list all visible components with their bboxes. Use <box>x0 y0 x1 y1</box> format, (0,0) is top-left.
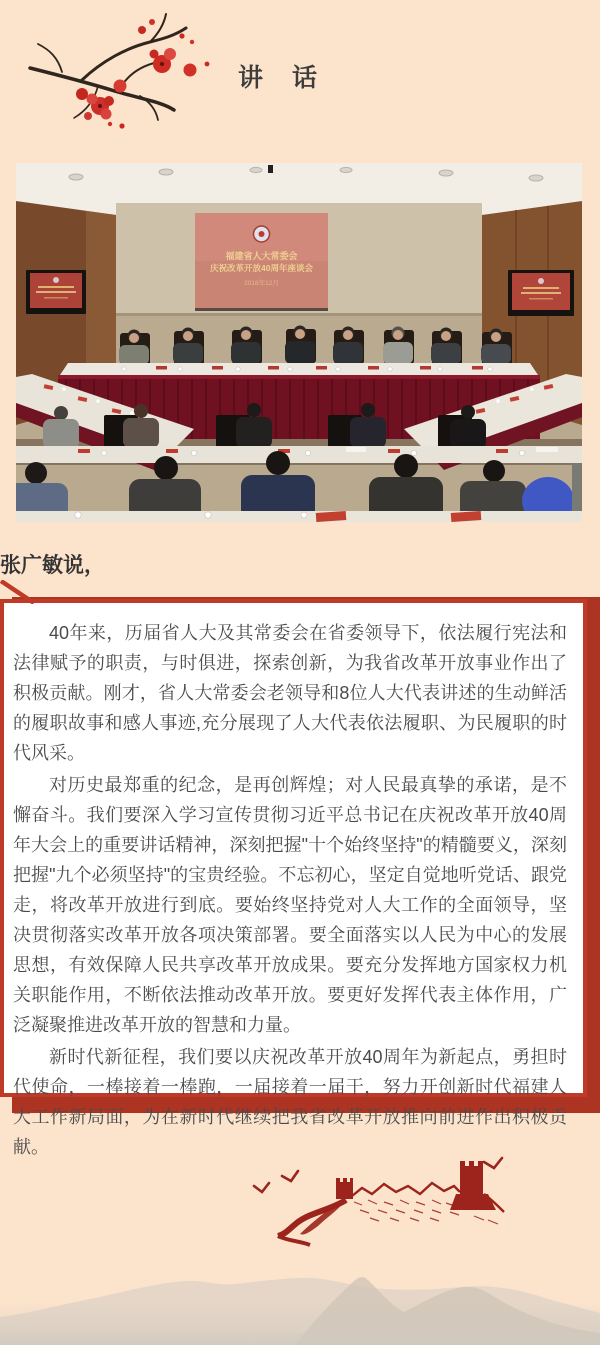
speech-paragraph-2: 对历史最郑重的纪念，是再创辉煌；对人民最真挚的承诺，是不懈奋斗。我们要深入学习宣传贯彻习近平总书记在庆祝改革开放40周年大会上的重要讲话精神，深刻把握"十个始终坚持"的精髓要义，深刻把握"九个必须坚持"的宝贵经验。不忘初心，坚定自觉地听党话、跟党走，将改革开放进行到底。要始终坚持党对人大工作的全面领导，坚决贯彻落实改革开放各项决策部署。要全面落实以人民为中心的发展思想，有效保障人民共享改革开放成果。要充分发挥地方国家权力机关职能作用，不断依法推动改革开放。要更好发挥代表主体作用，广泛凝聚推进改革开放的智慧和力量。 <box>13 775 567 1035</box>
meeting-photo <box>16 163 582 522</box>
bubble-box <box>0 599 587 1157</box>
projector <box>268 165 273 173</box>
speech-paragraph-1: 40年来，历届省人大及其常委会在省委领导下，依法履行宪法和法律赋予的职责，与时俱进，探索创新，为我省改革开放事业作出了积极贡献。刚才，省人大常委会老领导和8位人大代表讲述的生动鲜活的履职故事和感人事迹,充分展现了人大代表依法履职、为民履职的时代风采。 <box>13 623 567 763</box>
plum-flowers <box>76 19 209 129</box>
speech-bubble <box>0 580 600 1157</box>
speech-paragraph-3: 新时代新征程，我们要以庆祝改革开放40周年为新起点，勇担时代使命，一棒接着一棒跑，一届接着一届干，努力开创新时代福建人大工作新局面，为在新时代继续把我省改革开放推向前进作出积极贡献。 <box>13 1047 567 1157</box>
projection-screen <box>195 213 328 311</box>
screen-title-line1: 福建省人大常委会 <box>225 251 298 261</box>
speaker-intro: 张广敏说， <box>0 554 105 577</box>
right-tv-screen <box>508 270 574 316</box>
great-wall-illustration <box>248 1150 528 1248</box>
meeting-room-scene <box>16 163 582 522</box>
plum-blossom-illustration <box>22 6 212 146</box>
page-title: 讲 话 <box>238 64 320 92</box>
screen-title-line2: 庆祝改革开放40周年座谈会 <box>210 263 313 273</box>
screen-date-line: 2018年12月 <box>244 280 279 287</box>
head-table-top <box>60 363 538 375</box>
left-tv-screen <box>26 270 86 314</box>
bottom-fade <box>0 1303 600 1345</box>
wall-trim <box>116 313 482 316</box>
front-row-table <box>16 511 582 522</box>
bubble-notch <box>0 580 36 604</box>
wall-and-mountains <box>278 1161 504 1245</box>
